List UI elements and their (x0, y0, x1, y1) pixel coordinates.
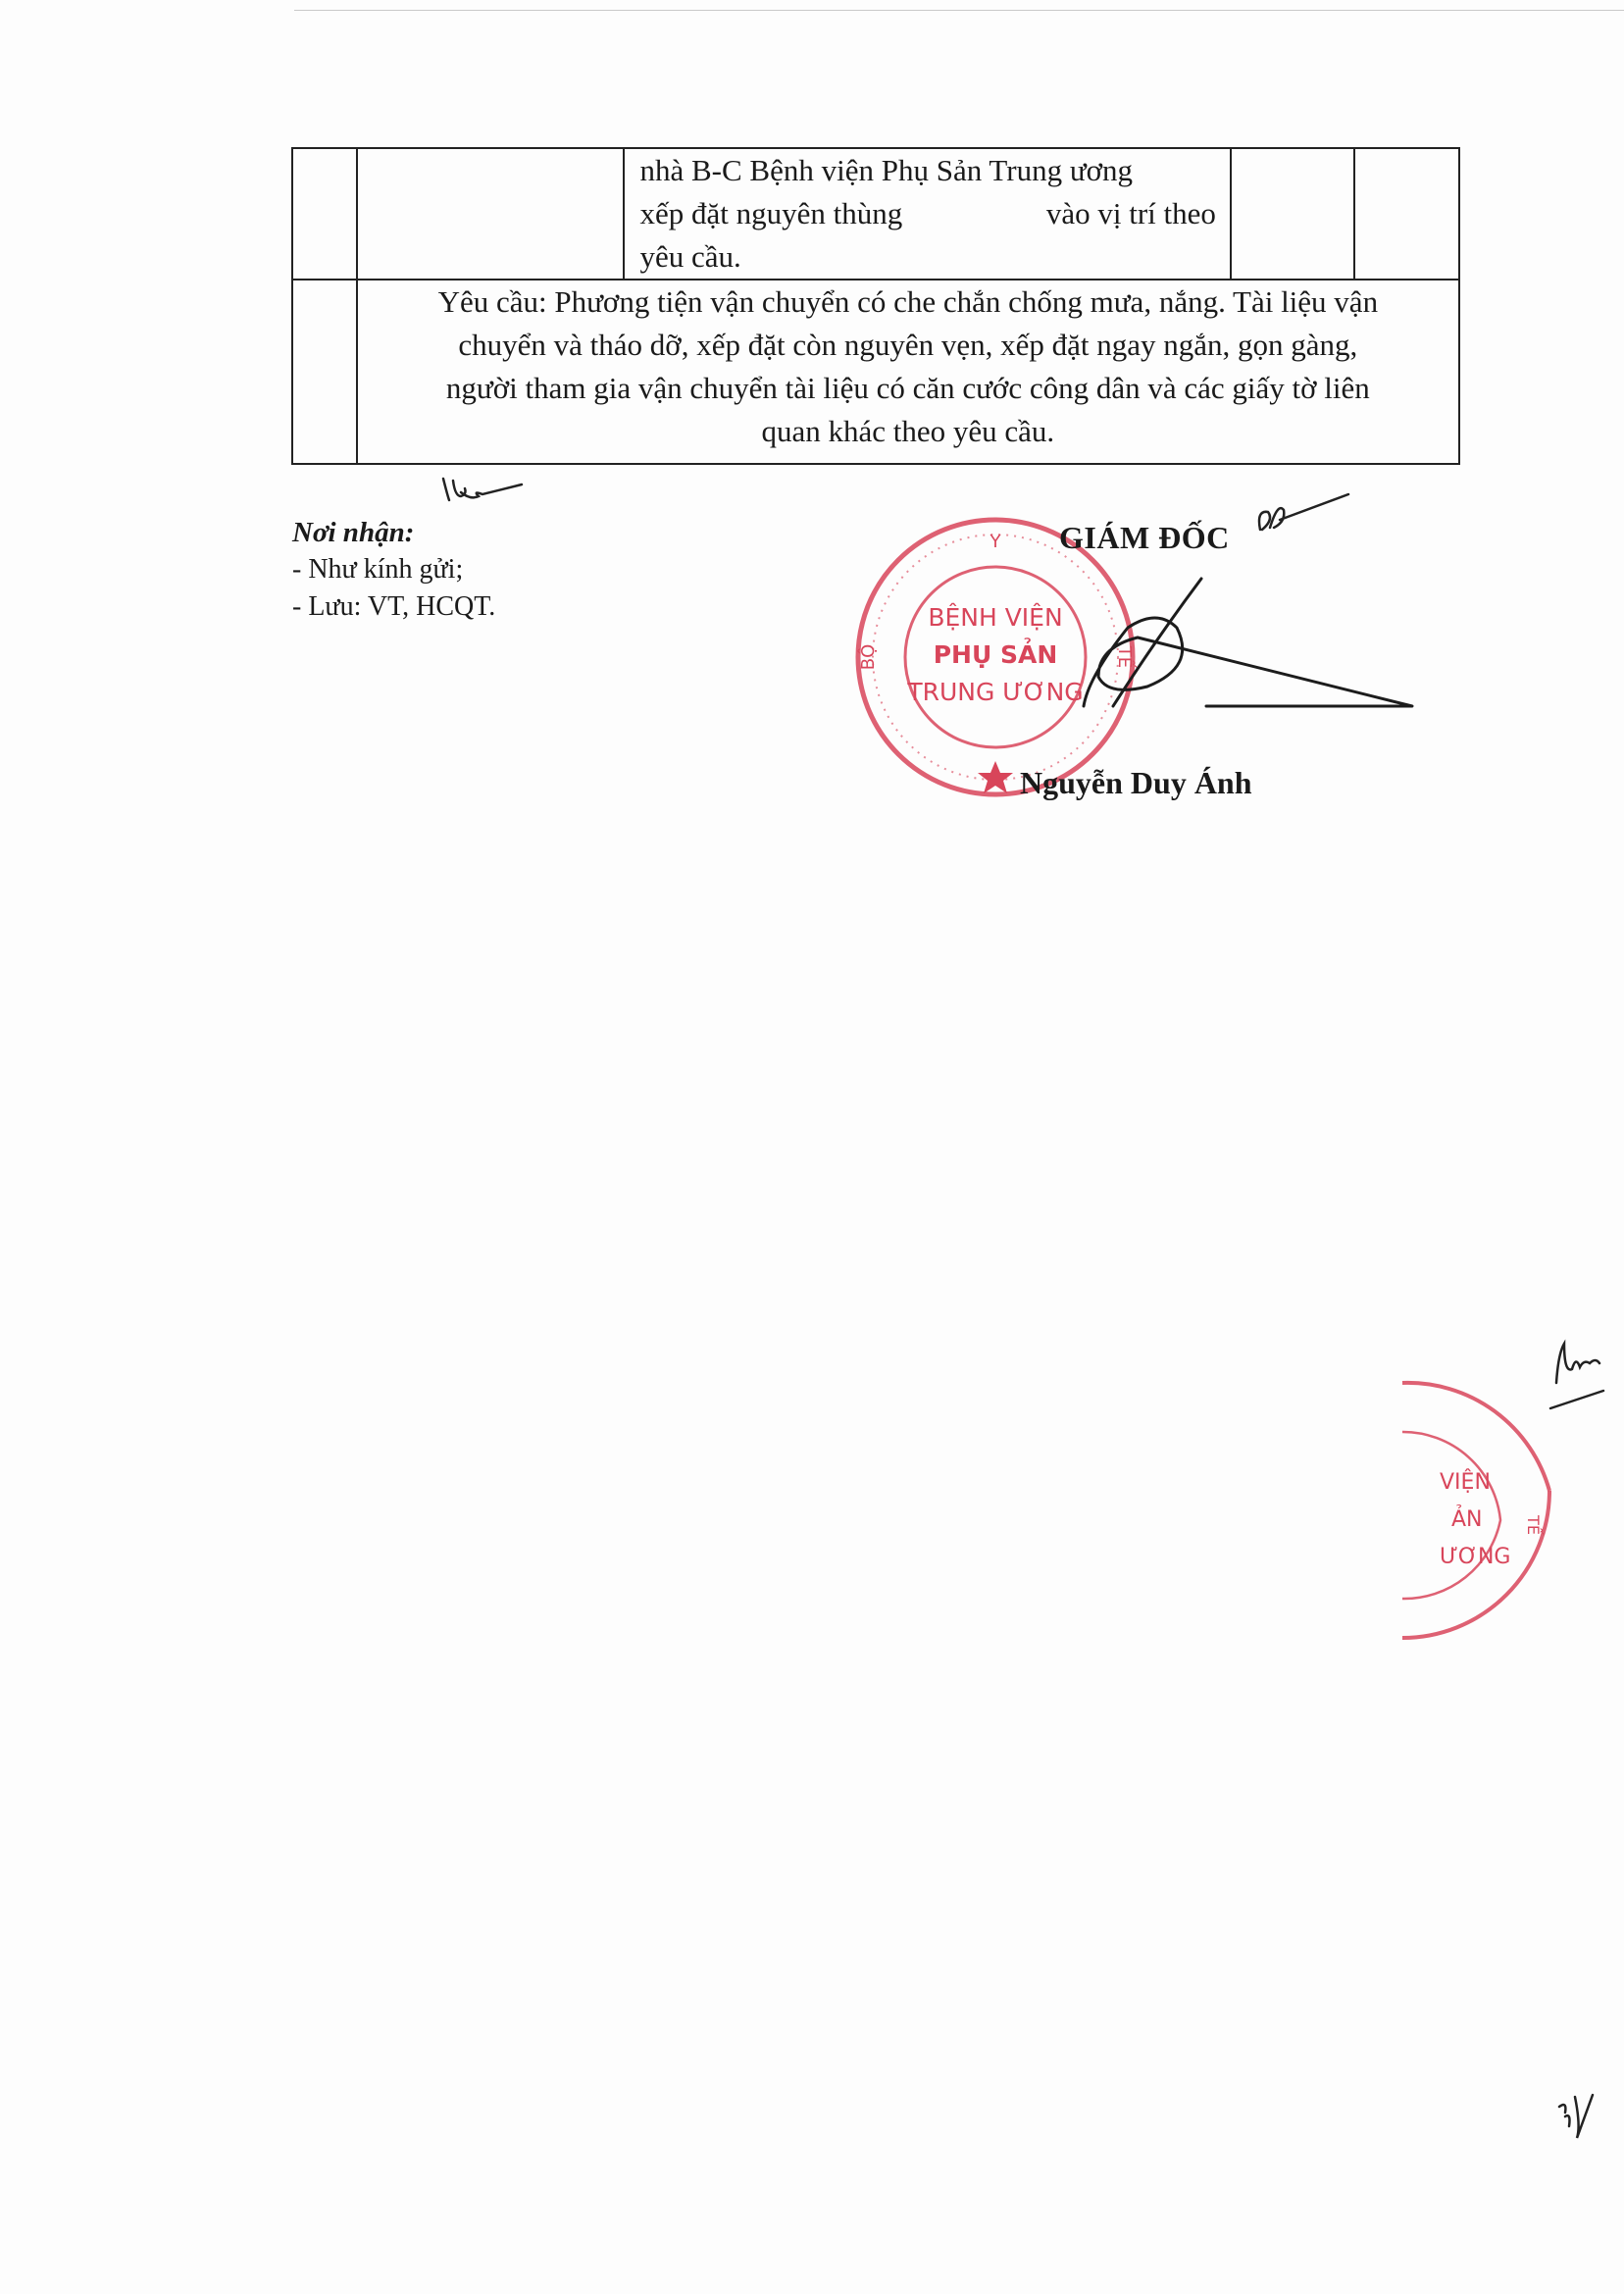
requirement-line: người tham gia vận chuyển tài liệu có căn cước công dân và các giấy tờ liên (445, 371, 1370, 405)
requirement-line: chuyển và tháo dỡ, xếp đặt còn nguyên vẹn, xếp đặt ngay ngắn, gọn gàng, (458, 328, 1358, 362)
recipients-block (292, 514, 495, 626)
requirement-line: quan khác theo yêu cầu. (761, 414, 1055, 448)
document-table (291, 147, 1460, 465)
handwritten-initials-icon (1250, 490, 1358, 549)
signer-name: Nguyễn Duy Ánh (1020, 765, 1252, 800)
requirement-line: Yêu cầu: Phương tiện vận chuyển có che chắn chống mưa, nắng. Tài liệu vận (437, 284, 1379, 319)
seal-center-line: TRUNG ƯƠNG (907, 678, 1084, 706)
seal-partial-line: ẢN (1451, 1507, 1483, 1532)
table-cell-description (624, 148, 1231, 280)
description-line: nhà B-C Bệnh viện Phụ Sản Trung ương (639, 153, 1134, 187)
recipient-item: - Lưu: VT, HCQT. (292, 591, 496, 622)
table-row (292, 148, 1459, 280)
seal-center-line: PHỤ SẢN (933, 640, 1058, 669)
handwritten-initials-icon (1545, 1334, 1613, 1412)
description-fragment: vào vị trí theo (1045, 196, 1216, 230)
table-cell-index (292, 280, 357, 464)
table-cell-note (1354, 148, 1459, 280)
table-cell-quantity (1231, 148, 1354, 280)
table-cell-index (292, 148, 357, 280)
seal-center-line: BỆNH VIỆN (928, 603, 1063, 632)
table-cell-item (357, 148, 624, 280)
page-top-rule (294, 10, 1624, 11)
description-line: yêu cầu. (639, 239, 741, 274)
handwritten-page-mark-icon (1551, 2087, 1600, 2146)
recipient-item: - Như kính gửi; (292, 554, 464, 585)
seal-ring-right: TẾ (1114, 645, 1135, 669)
seal-star-icon (978, 761, 1013, 793)
seal-partial-ring-right: TẾ (1524, 1515, 1543, 1535)
seal-ring-left: BỘ (858, 643, 879, 671)
seal-partial-line: ƯƠNG (1440, 1545, 1511, 1569)
requirement-cell (357, 280, 1459, 464)
description-line (640, 192, 1216, 235)
description-fragment: xếp đặt nguyên thùng (639, 196, 903, 230)
director-title: GIÁM ĐỐC (1059, 520, 1230, 555)
seal-ring-top: Y (990, 532, 1001, 552)
table-row-requirement (292, 280, 1459, 464)
seal-partial-line: VIỆN (1440, 1470, 1491, 1495)
recipients-heading: Nơi nhận: (292, 517, 415, 548)
handwritten-signature-icon (1030, 569, 1422, 726)
